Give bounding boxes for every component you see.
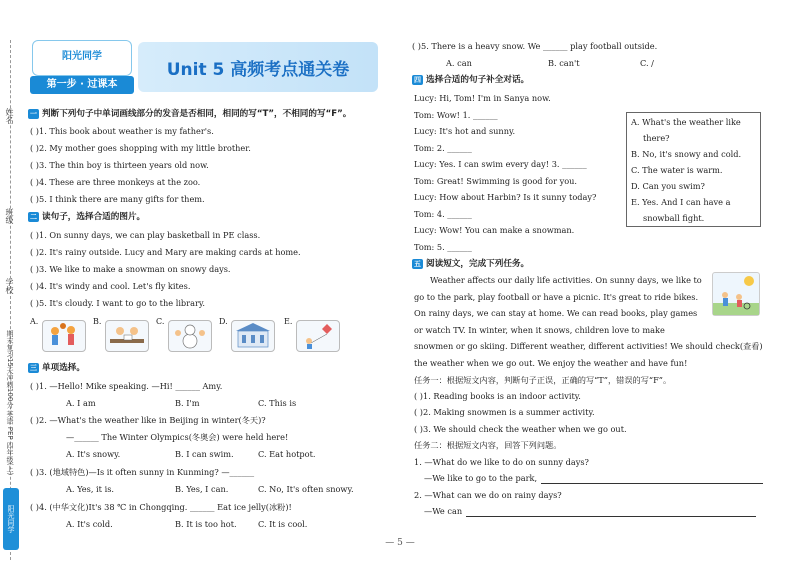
section-2-badge: 二 bbox=[30, 212, 37, 221]
option-e-cont: snowball fight. bbox=[643, 213, 705, 223]
s2-item-3: ( )3. We like to make a snowman on snowy days. bbox=[30, 264, 231, 274]
picture-snowman bbox=[168, 320, 212, 352]
s3-q1-opt-c: C. This is bbox=[258, 398, 297, 408]
s3-q1: ( )1. —Hello! Mike speaking. —Hi! ______ Amy. bbox=[30, 381, 223, 391]
option-b: B. No, it's snowy and cold. bbox=[631, 149, 742, 159]
option-a: A. What's the weather like bbox=[631, 117, 741, 127]
dialogue-line-1: Lucy: Hi, Tom! I'm in Sanya now. bbox=[414, 93, 551, 103]
answer-1-blank[interactable] bbox=[541, 483, 763, 484]
s3-q5-opt-b: B. can't bbox=[548, 58, 580, 68]
section-5-badge: 五 bbox=[414, 259, 421, 268]
title-banner bbox=[138, 42, 378, 92]
s3-q5: ( )5. There is a heavy snow. We ______ play football outside. bbox=[412, 41, 658, 51]
page-number: — 5 — bbox=[385, 538, 415, 548]
option-e: E. Yes. And I can have a bbox=[631, 197, 731, 207]
page-title: Unit 5 高频考点通关卷 bbox=[166, 60, 350, 80]
page-header bbox=[30, 40, 382, 100]
section-3-badge: 三 bbox=[30, 363, 37, 372]
s1-item-1: ( )1. This book about weather is my father's. bbox=[30, 126, 214, 136]
school-label: 学校 bbox=[5, 278, 14, 294]
task-1-item-1: ( )1. Reading books is an indoor activity. bbox=[414, 391, 581, 401]
pic-label-b: B. bbox=[93, 317, 102, 326]
s3-q3: ( )3. (地域特色)—Is it often sunny in Kunming? —______ bbox=[30, 467, 255, 477]
s3-q2-opt-a: A. It's snowy. bbox=[66, 449, 121, 459]
s3-q3-opt-b: B. Yes, I can. bbox=[175, 484, 229, 494]
picture-park-activities bbox=[712, 272, 760, 316]
picture-library bbox=[231, 320, 275, 352]
picture-making-cards bbox=[105, 320, 149, 352]
task-1-heading: 任务一：根据短文内容，判断句子正误，正确的写“T”，错误的写“F”。 bbox=[414, 375, 672, 385]
s3-q2: ( )2. —What's the weather like in Beijing in winter(冬天)? bbox=[30, 415, 266, 425]
section-1-badge: 一 bbox=[30, 109, 37, 118]
dialogue-line-7: Lucy: How about Harbin? Is it sunny today? bbox=[414, 192, 597, 202]
task-1-item-2: ( )2. Making snowmen is a summer activity. bbox=[414, 407, 595, 417]
pic-label-d: D. bbox=[219, 317, 228, 326]
name-label: 姓名 bbox=[5, 108, 14, 124]
section-3-heading: 三 单项选择。 bbox=[30, 363, 85, 373]
option-c: C. The water is warm. bbox=[631, 165, 723, 175]
passage-line-4: or watch TV. In winter, when it snows, children love to make bbox=[414, 325, 665, 335]
passage-line-3: On rainy days, we can stay at home. We can read books, play games bbox=[414, 308, 698, 318]
option-a-cont: there? bbox=[643, 133, 670, 143]
answer-2-blank[interactable] bbox=[466, 516, 756, 517]
task-2-question-2: 2. —What can we do on rainy days? bbox=[414, 490, 562, 500]
picture-basketball bbox=[42, 320, 86, 352]
pic-label-a: A. bbox=[30, 317, 39, 326]
option-d: D. Can you swim? bbox=[631, 181, 705, 191]
s3-q4: ( )4. (中华文化)It's 38 ℃ in Chongqing. ______ Eat ice jelly(冰粉)! bbox=[30, 502, 292, 512]
dialogue-options-box bbox=[626, 112, 761, 227]
s3-q2-opt-c: C. Eat hotpot. bbox=[258, 449, 316, 459]
s3-q3-opt-a: A. Yes, it is. bbox=[66, 484, 114, 494]
section-5-heading: 五 阅读短文，完成下列任务。 bbox=[414, 259, 530, 269]
task-2-question-1: 1. —What do we like to do on sunny days? bbox=[414, 457, 589, 467]
s1-item-4: ( )4. These are three monkeys at the zoo. bbox=[30, 177, 201, 187]
passage-line-2: go to the park, play football or have a picnic. It's great to ride bikes. bbox=[414, 292, 699, 302]
dialogue-line-9: Lucy: Wow! You can make a snowman. bbox=[414, 225, 575, 235]
passage-line-6: the weather when we go out. We enjoy the weather and have fun! bbox=[414, 358, 688, 368]
series-title: 期末复习15天冲刺100分 英语 PEP 四年级(上) bbox=[6, 330, 14, 476]
s2-item-4: ( )4. It's windy and cool. Let's fly kites. bbox=[30, 281, 191, 291]
s1-item-2: ( )2. My mother goes shopping with my little brother. bbox=[30, 143, 251, 153]
task-2-answer-2: —We can bbox=[424, 505, 756, 517]
dialogue-line-3: Lucy: It's hot and sunny. bbox=[414, 126, 516, 136]
passage-line-5: snowmen or go skiing. Different weather, different activities! We should check(查看) bbox=[414, 341, 763, 351]
spine-brand-logo: 阳光同学 bbox=[3, 488, 19, 550]
s3-q1-opt-b: B. I'm bbox=[175, 398, 200, 408]
s2-item-5: ( )5. It's cloudy. I want to go to the library. bbox=[30, 298, 206, 308]
task-2-answer-1: —We like to go to the park, bbox=[424, 472, 763, 484]
step-label: 第一步 · 过课本 bbox=[30, 76, 134, 94]
s1-item-5: ( )5. I think there are many gifts for them. bbox=[30, 194, 205, 204]
s2-item-1: ( )1. On sunny days, we can play basketball in PE class. bbox=[30, 230, 261, 240]
dialogue-line-4: Tom: 2. ______ bbox=[414, 143, 472, 153]
s3-q1-opt-a: A. I am bbox=[66, 398, 96, 408]
section-4-badge: 四 bbox=[414, 75, 421, 84]
dialogue-line-2: Tom: Wow! 1. ______ bbox=[414, 110, 498, 120]
s3-q4-opt-a: A. It's cold. bbox=[66, 519, 113, 529]
section-4-heading: 四 选择合适的句子补全对话。 bbox=[414, 75, 530, 85]
dialogue-line-10: Tom: 5. ______ bbox=[414, 242, 472, 252]
s3-q2-line2: —______ The Winter Olympics(冬奥会) were held here! bbox=[66, 432, 289, 442]
s3-q4-opt-b: B. It is too hot. bbox=[175, 519, 237, 529]
s3-q2-opt-b: B. I can swim. bbox=[175, 449, 234, 459]
dialogue-line-8: Tom: 4. ______ bbox=[414, 209, 472, 219]
brand-logo: 阳光同学 bbox=[32, 40, 132, 76]
pic-label-c: C. bbox=[156, 317, 165, 326]
class-label: 班级 bbox=[5, 208, 14, 224]
s1-item-3: ( )3. The thin boy is thirteen years old now. bbox=[30, 160, 209, 170]
task-2-heading: 任务二：根据短文内容，回答下列问题。 bbox=[414, 440, 562, 450]
binding-spine bbox=[0, 0, 22, 573]
pic-label-e: E. bbox=[284, 317, 293, 326]
passage-line-1: Weather affects our daily life activities. On sunny days, we like to bbox=[430, 275, 702, 285]
s3-q4-opt-c: C. It is cool. bbox=[258, 519, 308, 529]
picture-kites bbox=[296, 320, 340, 352]
dialogue-line-6: Tom: Great! Swimming is good for you. bbox=[414, 176, 578, 186]
section-2-heading: 二 读句子，选择合适的图片。 bbox=[30, 212, 146, 222]
task-1-item-3: ( )3. We should check the weather when we go out. bbox=[414, 424, 627, 434]
s3-q5-opt-c: C. / bbox=[640, 58, 654, 68]
section-1-heading: 一 判断下列句子中单词画线部分的发音是否相同，相同的写“T”，不相同的写“F”。 bbox=[30, 109, 352, 119]
s3-q5-opt-a: A. can bbox=[446, 58, 472, 68]
s2-item-2: ( )2. It's rainy outside. Lucy and Mary are making cards at home. bbox=[30, 247, 301, 257]
s3-q3-opt-c: C. No, It's often snowy. bbox=[258, 484, 354, 494]
dialogue-line-5: Lucy: Yes. I can swim every day! 3. ______ bbox=[414, 159, 587, 169]
